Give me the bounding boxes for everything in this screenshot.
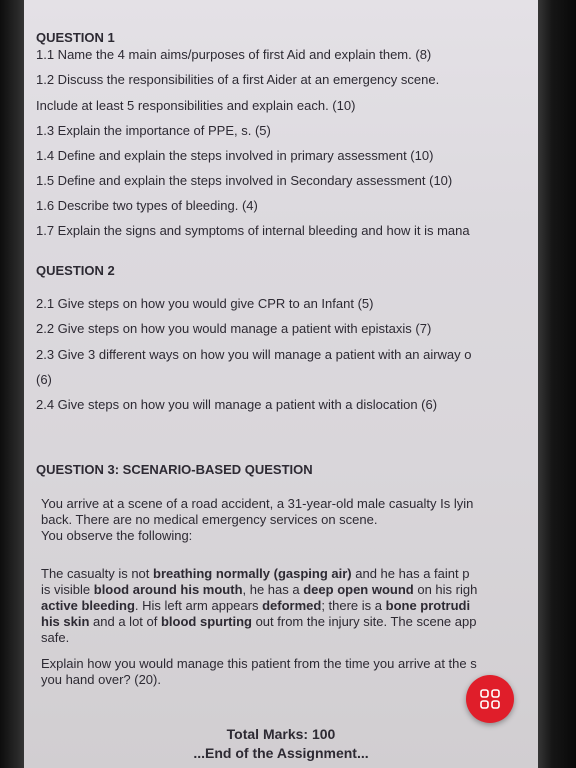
question-2-item: 2.1 Give steps on how you would give CPR to an Infant (5) [36,296,374,311]
scenario-observations [41,566,531,646]
total-marks: Total Marks: 100 [226,726,336,742]
assignment-page [24,0,538,768]
question-2-item: 2.2 Give steps on how you would manage a patient with epistaxis (7) [36,321,432,336]
floating-action-button[interactable] [466,675,514,723]
scenario-intro [41,496,531,544]
question-1-heading: QUESTION 1 [36,30,115,45]
question-1-item: 1.2 Discuss the responsibilities of a first Aider at an emergency scene. [36,72,440,87]
question-3-heading: QUESTION 3: SCENARIO-BASED QUESTION [36,462,313,477]
question-2-item: 2.3 Give 3 different ways on how you will manage a patient with an airway o [36,347,472,362]
task-line: you hand over? (20). [41,672,161,687]
observation-line: The casualty is not breathing normally (gasping air) and he has a faint p [41,566,470,581]
question-1-item: 1.5 Define and explain the steps involved in Secondary assessment (10) [36,173,453,188]
observation-line: his skin and a lot of blood spurting out from the injury site. The scene app [41,614,477,629]
question-1-item: 1.4 Define and explain the steps involved in primary assessment (10) [36,148,434,163]
grid-icon [479,688,501,710]
question-1-item: 1.7 Explain the signs and symptoms of internal bleeding and how it is mana [36,223,470,238]
question-1-item: Include at least 5 responsibilities and explain each. (10) [36,98,356,113]
question-1-item: 1.1 Name the 4 main aims/purposes of first Aid and explain them. (8) [36,47,432,62]
scenario-intro-line: You arrive at a scene of a road accident, a 31-year-old male casualty Is lyin [41,496,474,511]
question-2-item: (6) [36,372,52,387]
task-line: Explain how you would manage this patient from the time you arrive at the s [41,656,477,671]
scenario-intro-line: You observe the following: [41,528,193,543]
question-1-item: 1.6 Describe two types of bleeding. (4) [36,198,258,213]
observation-line: safe. [41,630,70,645]
scenario-task [41,656,531,688]
end-of-assignment: ...End of the Assignment... [193,745,369,761]
observation-line: active bleeding. His left arm appears deformed; there is a bone protrudi [41,598,471,613]
scenario-intro-line: back. There are no medical emergency services on scene. [41,512,378,527]
question-2-item: 2.4 Give steps on how you will manage a patient with a dislocation (6) [36,397,438,412]
question-1-item: 1.3 Explain the importance of PPE, s. (5) [36,123,271,138]
question-2-heading: QUESTION 2 [36,263,115,278]
observation-line: is visible blood around his mouth, he has a deep open wound on his righ [41,582,478,597]
photo-right-edge [536,0,576,768]
